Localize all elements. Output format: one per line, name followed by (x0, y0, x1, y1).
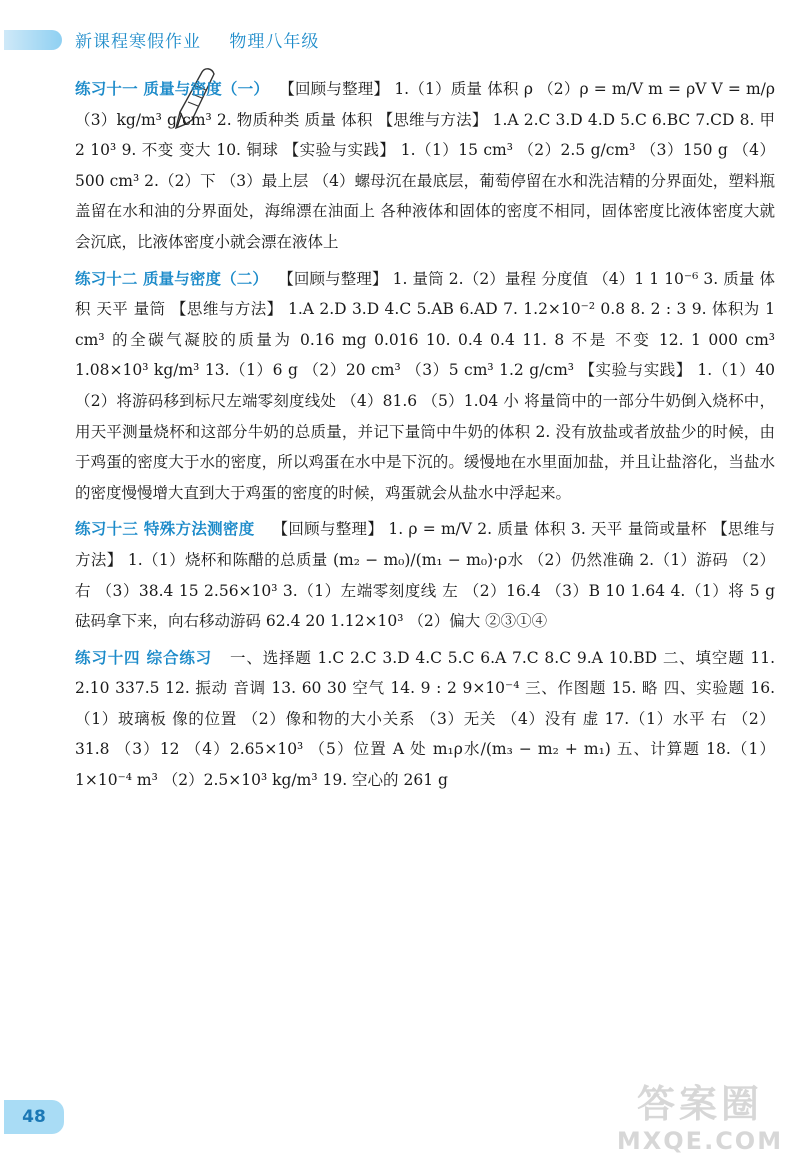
section-body: 一、选择题 1.C 2.C 3.D 4.C 5.C 6.A 7.C 8.C 9.A 10.BD 二、填空题 11. 2.10 337.5 12. 振动 音调 13. 60 30 空气 14. 9 : 2 9×10⁻⁴ 三、作图题 15. 略 四、实验题 16.（1）玻璃板 像的位置 （2）像和物的大小关系 （3）无关 （4）没有 虚 17.（1）水平 右 （2）31.8 （3）12 （4）2.65×10³ （5）位置 A 处 m₁ρ水/(m₃ − m₂ + m₁) 五、计算题 18.（1）1×10⁻⁴ m³ （2）2.5×10³ kg/m³ 19. 空心的 261 g (75, 648, 775, 790)
section-body: 【回顾与整理】 1. ρ = m/V 2. 质量 体积 3. 天平 量筒或量杯 【思维与方法】 1.（1）烧杯和陈醋的总质量 (m₂ − m₀)/(m₁ − m₀)·ρ水 （2）仍然准确 2.（1）游码 （2）右 （3）38.4 15 2.56×10³ 3.（1）左端零刻度线 左 （2）16.4 （3）B 10 1.64 4.（1）将 5 g 砝码拿下来，向右移动游码 62.4 20 1.12×10³ （2）偏大 ②③①④ (75, 520, 775, 631)
header-subject: 物理八年级 (229, 32, 320, 52)
header-series: 新课程寒假作业 (75, 32, 201, 52)
section-title: 练习十二 质量与密度（二） (75, 269, 268, 288)
section-body: 【回顾与整理】 1. 量筒 2.（2）量程 分度值 （4）1 1 10⁻⁶ 3. 质量 体积 天平 量筒 【思维与方法】 1.A 2.D 3.D 4.C 5.AB 6.AD 7. 1.2×10⁻² 0.8 8. 2 : 3 9. 体积为 1 cm³ 的全碳气凝胶的质量为 0.16 mg 0.016 10. 0.4 0.4 11. 8 不是 不变 12. 1 000 cm³ 1.08×10³ kg/m³ 13.（1）6 g （2）20 cm³ （3）5 cm³ 1.2 g/cm³ 【实验与实践】 1.（1）40 （2）将游码移到标尺左端零刻度线处 （4）81.6 （5）1.04 小 将量筒中的一部分牛奶倒入烧杯中，用天平测量烧杯和这部分牛奶的总质量，并记下量筒中牛奶的体积 2. 没有放盐或者放盐少的时候，由于鸡蛋的密度大于水的密度，所以鸡蛋在水中是下沉的。缓慢地在水里面加盐，并且让盐溶化，当盐水的密度慢慢增大直到大于鸡蛋的密度的时候，鸡蛋就会从盐水中浮起来。 (75, 269, 775, 502)
answer-content (75, 74, 775, 796)
section-exercise-14 (75, 643, 775, 796)
watermark-logo (605, 1082, 795, 1158)
section-title: 练习十一 质量与密度（一） (75, 80, 270, 98)
section-exercise-12 (75, 264, 775, 509)
section-exercise-11 (75, 74, 775, 258)
header-tab-decoration (4, 30, 62, 50)
page-number: 48 (4, 1100, 64, 1134)
section-body: 【回顾与整理】 1.（1）质量 体积 ρ （2）ρ = m/V m = ρV V = m/ρ （3）kg/m³ g/cm³ 2. 物质种类 质量 体积 【思维与方法】 1.A 2.C 3.D 4.D 5.C 6.BC 7.CD 8. 甲 2 10³ 9. 不变 变大 10. 铜球 【实验与实践】 1.（1）15 cm³ （2）2.5 g/cm³ （3）150 g （4）500 cm³ 2.（2）下 （3）最上层 （4）螺母沉在最底层，葡萄停留在水和洗洁精的分界面处，塑料瓶盖留在水和油的分界面处，海绵漂在油面上 各种液体和固体的密度不相同，固体密度比液体密度大就会沉底，比液体密度小就会漂在液体上 (75, 80, 775, 251)
running-header (75, 27, 341, 52)
watermark-text: 答案圈 (636, 1082, 763, 1126)
watermark-url: MXQE.COM (616, 1127, 784, 1155)
section-title: 练习十三 特殊方法测密度 (75, 520, 255, 539)
section-exercise-13 (75, 514, 775, 636)
section-title: 练习十四 综合练习 (75, 648, 213, 667)
